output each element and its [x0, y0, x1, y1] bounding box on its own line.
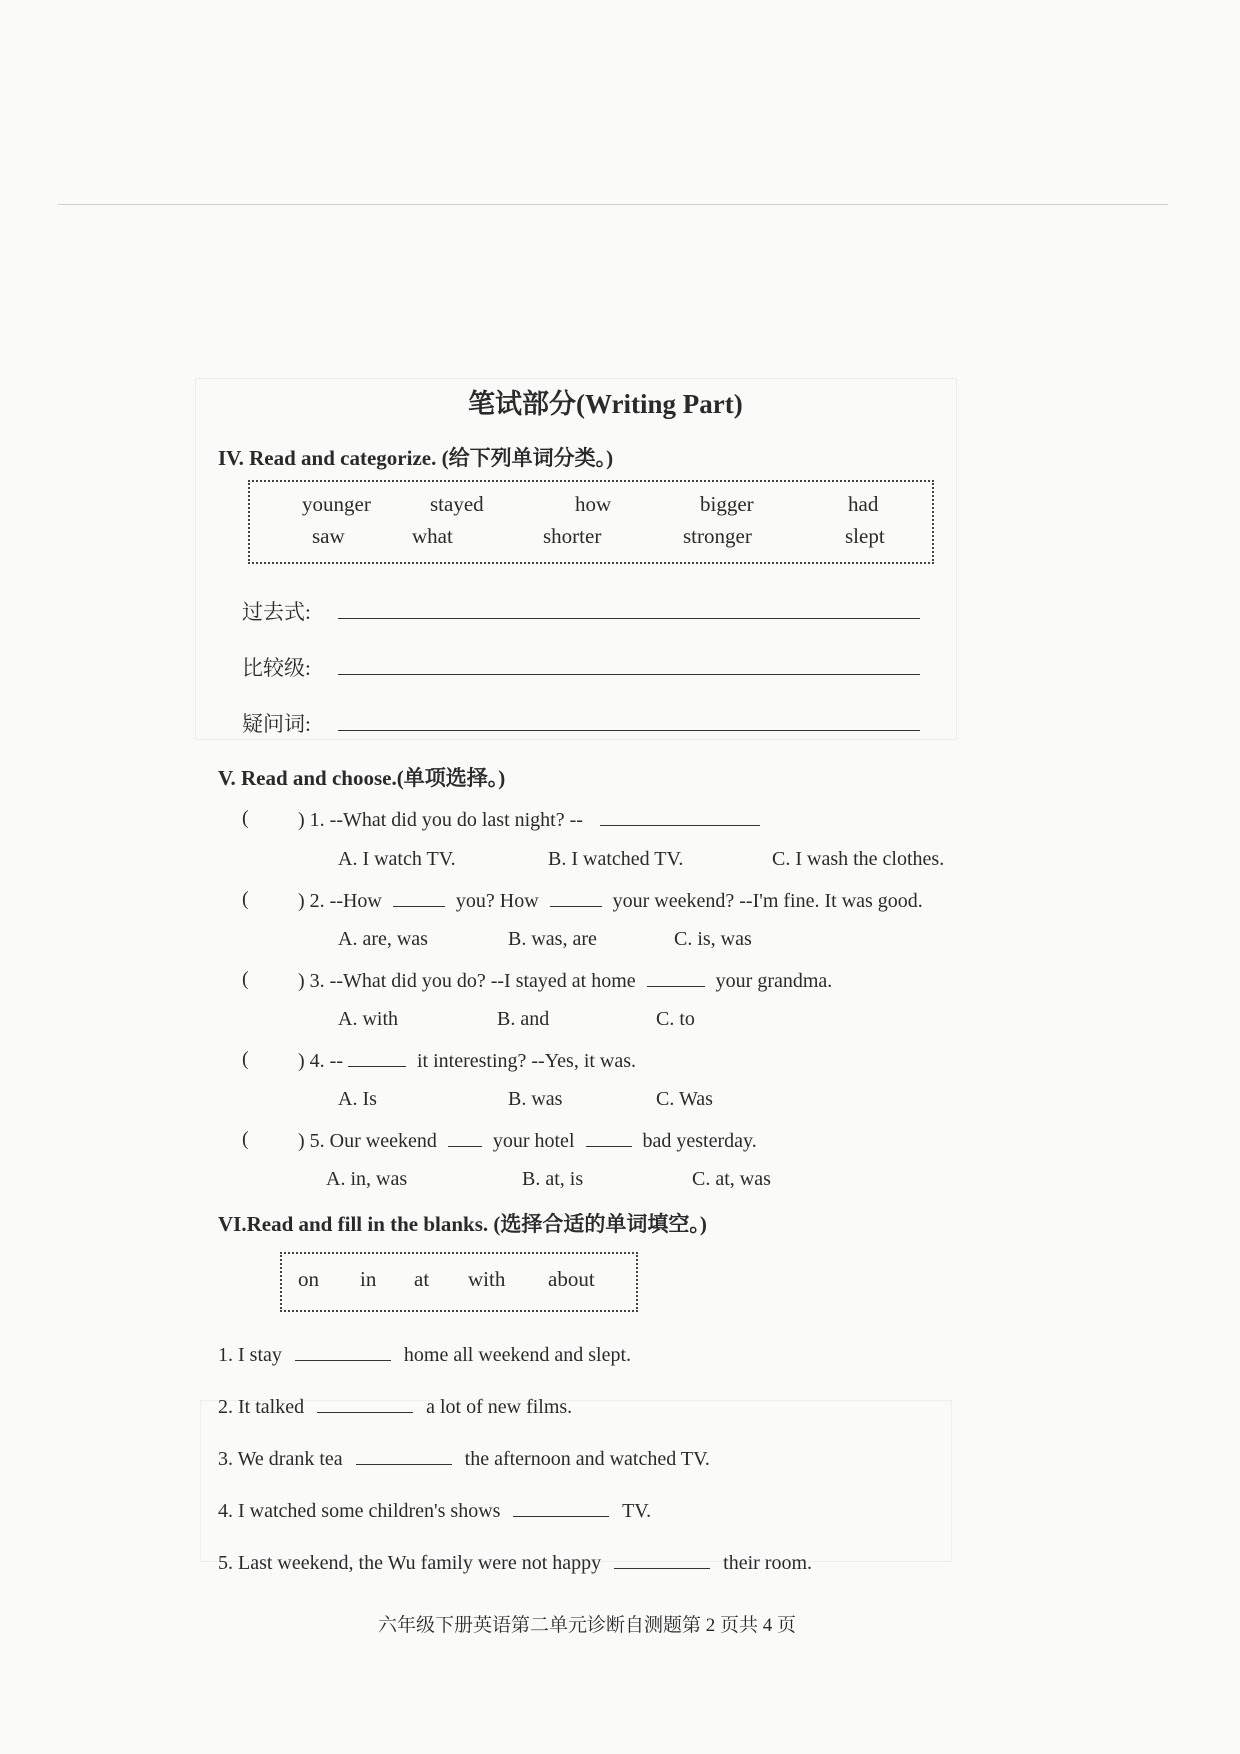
word-bank-item: stronger — [683, 524, 752, 548]
fill-word-bank-item: in — [360, 1267, 377, 1291]
option-c[interactable]: C. at, was — [692, 1168, 771, 1190]
question-3-stem — [298, 968, 832, 993]
answer-blank[interactable] — [550, 888, 602, 907]
page-title: 笔试部分(Writing Part) — [468, 389, 743, 419]
answer-blank[interactable] — [393, 888, 445, 907]
fill-sentence-2 — [218, 1394, 572, 1419]
sentence-text: TV. — [622, 1500, 652, 1522]
word-bank-item: slept — [845, 524, 885, 548]
option-a[interactable]: A. I watch TV. — [338, 848, 456, 870]
section-iv-heading: IV. Read and categorize. (给下列单词分类。) — [218, 446, 614, 470]
sentence-text: 2. It talked — [218, 1396, 305, 1418]
sentence-text: 5. Last weekend, the Wu family were not happy — [218, 1552, 602, 1574]
fill-word-bank-item: about — [548, 1267, 595, 1291]
answer-paren[interactable]: ( — [242, 807, 249, 829]
question-2-stem — [298, 888, 923, 913]
option-c[interactable]: C. is, was — [674, 928, 752, 950]
question-text: ) 4. -- — [298, 1050, 343, 1072]
answer-blank[interactable] — [317, 1394, 413, 1413]
sentence-text: home all weekend and slept. — [403, 1344, 632, 1366]
answer-blank[interactable] — [295, 1342, 391, 1361]
sentence-text: their room. — [723, 1552, 813, 1574]
answer-blank[interactable] — [586, 1128, 632, 1147]
category-answer-line[interactable] — [338, 730, 920, 731]
answer-paren[interactable]: ( — [242, 1048, 249, 1070]
sentence-text: 3. We drank tea — [218, 1448, 343, 1470]
bleed-through-panel-lower — [200, 1400, 952, 1562]
category-label-past-tense: 过去式: — [242, 600, 311, 624]
sentence-text: a lot of new films. — [426, 1396, 573, 1418]
option-b[interactable]: B. was — [508, 1088, 563, 1110]
question-text: your weekend? --I'm fine. It was good. — [612, 890, 923, 912]
answer-blank[interactable] — [513, 1498, 609, 1517]
option-c[interactable]: C. I wash the clothes. — [772, 848, 945, 870]
word-bank-item: stayed — [430, 492, 484, 516]
answer-paren[interactable]: ( — [242, 888, 249, 910]
option-c[interactable]: C. Was — [656, 1088, 713, 1110]
answer-blank[interactable] — [348, 1048, 406, 1067]
question-1-text: ) 1. --What did you do last night? -- — [298, 809, 583, 831]
answer-blank[interactable] — [647, 968, 705, 987]
sentence-text: 1. I stay — [218, 1344, 282, 1366]
word-bank-item: had — [848, 492, 879, 516]
category-answer-line[interactable] — [338, 674, 920, 675]
fill-word-bank-item: with — [468, 1267, 506, 1291]
category-label-question-word: 疑问词: — [242, 712, 311, 736]
word-bank-item: saw — [312, 524, 345, 548]
question-1-stem — [298, 807, 760, 832]
sentence-text: the afternoon and watched TV. — [464, 1448, 710, 1470]
option-b[interactable]: B. at, is — [522, 1168, 584, 1190]
word-bank-item: how — [575, 492, 612, 516]
page-footer: 六年级下册英语第二单元诊断自测题第 2 页共 4 页 — [378, 1615, 797, 1636]
answer-blank[interactable] — [614, 1550, 710, 1569]
fill-sentence-1 — [218, 1342, 631, 1367]
option-a[interactable]: A. with — [338, 1008, 398, 1030]
option-a[interactable]: A. in, was — [326, 1168, 408, 1190]
answer-blank[interactable] — [448, 1128, 482, 1147]
answer-paren[interactable]: ( — [242, 1128, 249, 1150]
answer-blank[interactable] — [600, 807, 760, 826]
option-a[interactable]: A. Is — [338, 1088, 377, 1110]
category-label-comparative: 比较级: — [242, 656, 311, 680]
section-vi-heading: VI.Read and fill in the blanks. (选择合适的单词填空。) — [218, 1212, 707, 1236]
question-text: it interesting? --Yes, it was. — [416, 1050, 637, 1072]
word-bank-item: shorter — [543, 524, 602, 548]
option-b[interactable]: B. I watched TV. — [548, 848, 684, 870]
option-b[interactable]: B. and — [497, 1008, 550, 1030]
question-text: ) 2. --How — [298, 890, 382, 912]
question-5-stem — [298, 1128, 757, 1153]
question-4-stem — [298, 1048, 636, 1073]
option-c[interactable]: C. to — [656, 1008, 695, 1030]
top-rule — [58, 204, 1168, 205]
answer-paren[interactable]: ( — [242, 968, 249, 990]
question-text: bad yesterday. — [642, 1130, 757, 1152]
sentence-text: 4. I watched some children's shows — [218, 1500, 501, 1522]
category-answer-line[interactable] — [338, 618, 920, 619]
answer-blank[interactable] — [356, 1446, 452, 1465]
word-bank-item: what — [412, 524, 453, 548]
question-text: you? How — [455, 890, 539, 912]
question-text: your hotel — [492, 1130, 575, 1152]
option-a[interactable]: A. are, was — [338, 928, 428, 950]
question-text: ) 3. --What did you do? --I stayed at home — [298, 970, 636, 992]
option-b[interactable]: B. was, are — [508, 928, 597, 950]
word-bank-item: bigger — [700, 492, 754, 516]
question-text: ) 5. Our weekend — [298, 1130, 437, 1152]
section-v-heading: V. Read and choose.(单项选择。) — [218, 766, 506, 790]
word-bank-item: younger — [302, 492, 371, 516]
fill-word-bank-item: at — [414, 1267, 430, 1291]
fill-sentence-4 — [218, 1498, 651, 1523]
fill-sentence-5 — [218, 1550, 812, 1575]
fill-sentence-3 — [218, 1446, 710, 1471]
question-text: your grandma. — [715, 970, 833, 992]
fill-word-bank-item: on — [298, 1267, 319, 1291]
